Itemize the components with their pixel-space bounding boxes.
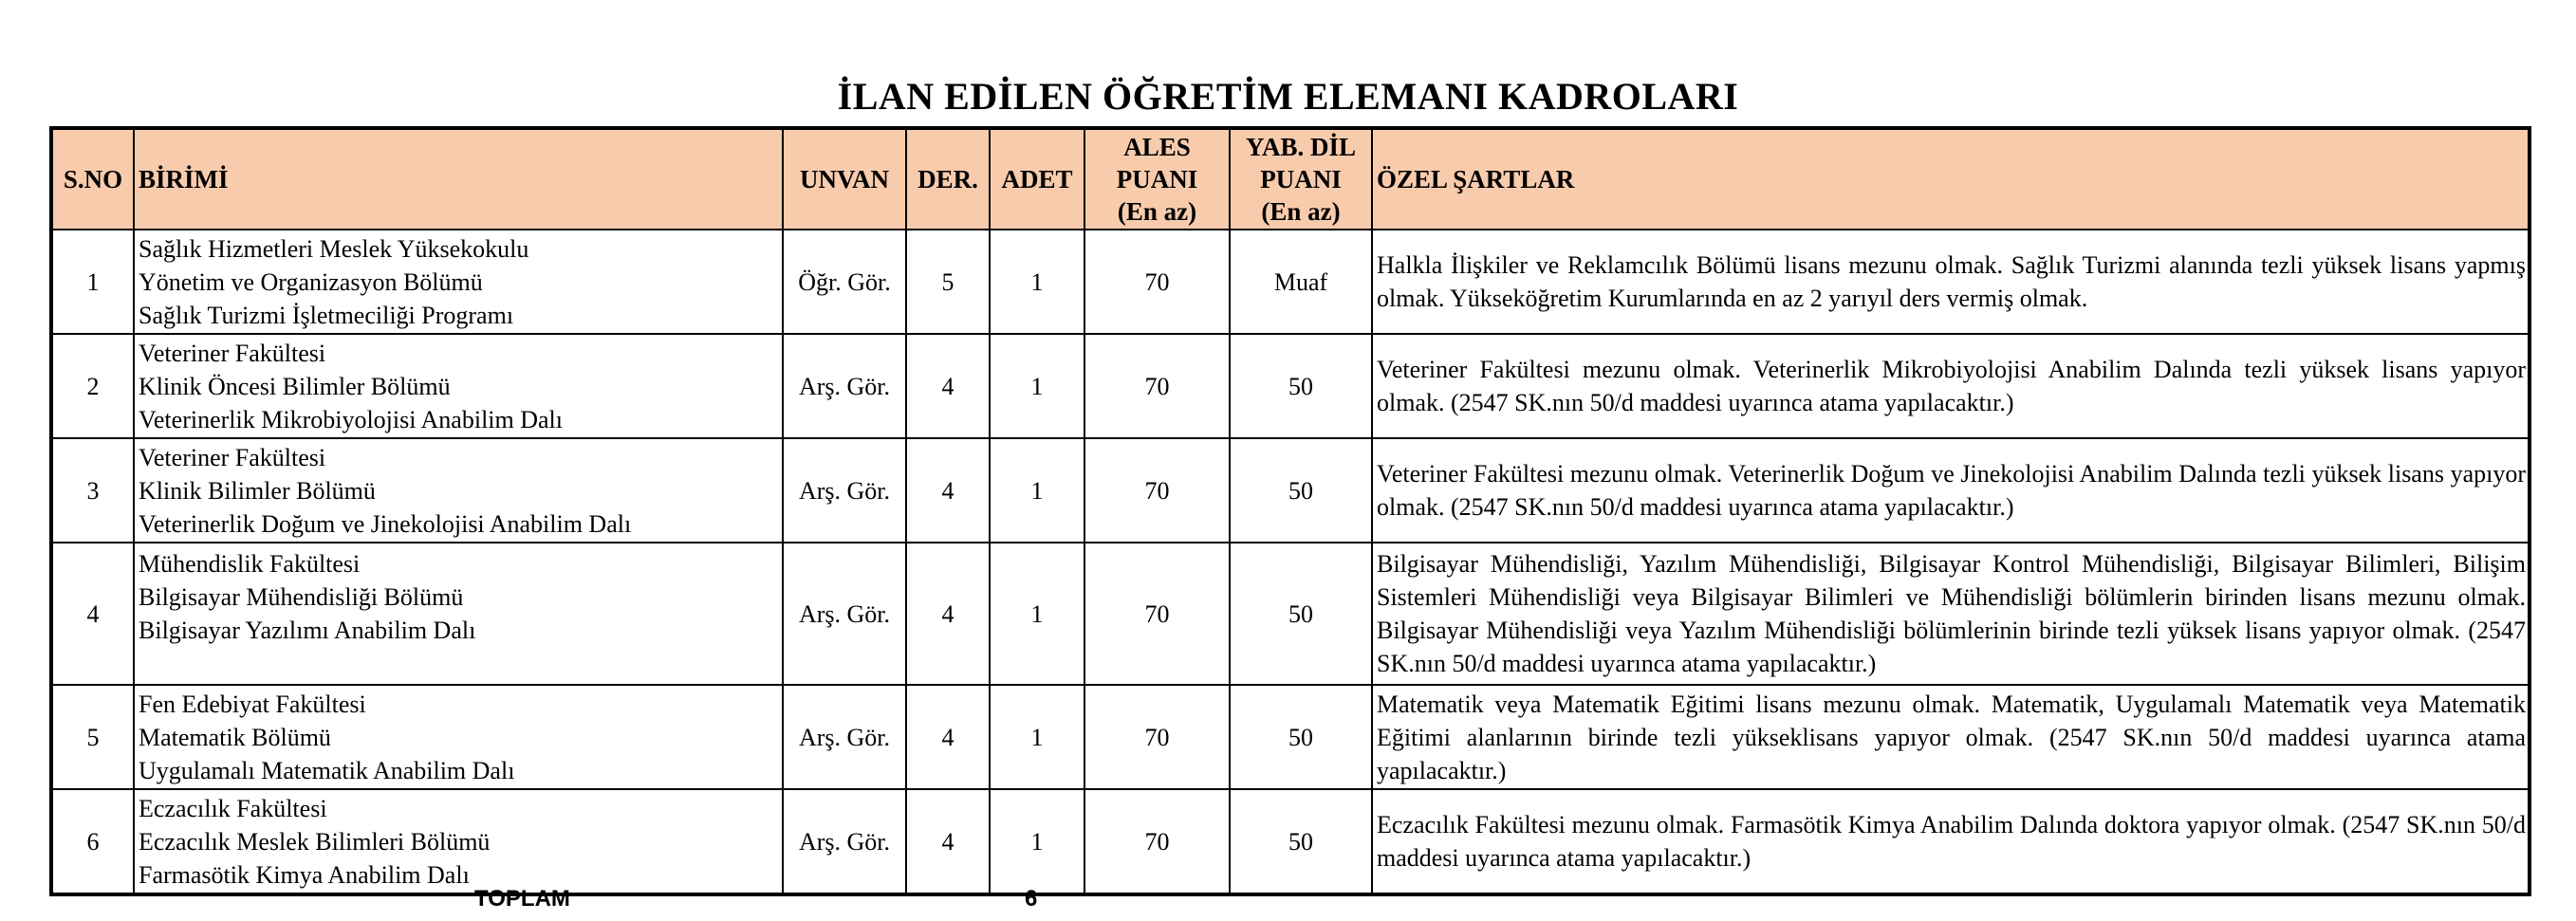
cell-adet: 1 [990, 230, 1084, 334]
cell-sno: 6 [51, 789, 134, 894]
cell-yabdil: 50 [1230, 334, 1372, 438]
header-adet: ADET [990, 128, 1084, 230]
cell-ozel-sartlar: Veteriner Fakültesi mezunu olmak. Veterinerlik Mikrobiyolojisi Anabilim Dalında tezli yüksek lisans yapıyor olmak. (2547 SK.nın 50/d maddesi uyarınca atama yapılacaktır.) [1372, 334, 2530, 438]
cell-unvan: Arş. Gör. [783, 685, 906, 789]
cell-birimi: Veteriner Fakültesi Klinik Bilimler Bölümü Veterinerlik Doğum ve Jinekolojisi Anabilim Dalı [134, 438, 783, 543]
cell-birimi: Mühendislik Fakültesi Bilgisayar Mühendisliği Bölümü Bilgisayar Yazılımı Anabilim Dalı [134, 543, 783, 685]
total-value: 6 [1025, 886, 1038, 912]
cell-yabdil: 50 [1230, 789, 1372, 894]
cell-unvan: Arş. Gör. [783, 334, 906, 438]
cell-sno: 3 [51, 438, 134, 543]
cell-yabdil: Muaf [1230, 230, 1372, 334]
cell-unvan: Arş. Gör. [783, 789, 906, 894]
cell-der: 5 [906, 230, 990, 334]
cell-der: 4 [906, 789, 990, 894]
header-yabdil: YAB. DİL PUANI (En az) [1230, 128, 1372, 230]
header-unvan: UNVAN [783, 128, 906, 230]
total-label: TOPLAM [474, 886, 570, 912]
cell-ozel-sartlar: Halkla İlişkiler ve Reklamcılık Bölümü lisans mezunu olmak. Sağlık Turizmi alanında tezli yüksek lisans yapmış olmak. Yükseköğretim Kurumlarında en az 2 yarıyıl ders vermiş olmak. [1372, 230, 2530, 334]
cell-sno: 4 [51, 543, 134, 685]
header-ales: ALES PUANI (En az) [1084, 128, 1230, 230]
page-title: İLAN EDİLEN ÖĞRETİM ELEMANI KADROLARI [837, 75, 1739, 118]
table-row [51, 230, 2530, 334]
cell-adet: 1 [990, 685, 1084, 789]
cell-birimi: Fen Edebiyat Fakültesi Matematik Bölümü Uygulamalı Matematik Anabilim Dalı [134, 685, 783, 789]
cell-unvan: Arş. Gör. [783, 543, 906, 685]
table-row [51, 438, 2530, 543]
cell-ales: 70 [1084, 438, 1230, 543]
positions-table [49, 126, 2531, 896]
cell-adet: 1 [990, 789, 1084, 894]
cell-adet: 1 [990, 334, 1084, 438]
cell-ales: 70 [1084, 789, 1230, 894]
cell-yabdil: 50 [1230, 438, 1372, 543]
cell-unvan: Öğr. Gör. [783, 230, 906, 334]
cell-der: 4 [906, 685, 990, 789]
table-header-row [51, 128, 2530, 230]
table-row [51, 543, 2530, 685]
cell-ozel-sartlar: Eczacılık Fakültesi mezunu olmak. Farmasötik Kimya Anabilim Dalında doktora yapıyor olmak. (2547 SK.nın 50/d maddesi uyarınca atama yapılacaktır.) [1372, 789, 2530, 894]
cell-ales: 70 [1084, 230, 1230, 334]
cell-ales: 70 [1084, 685, 1230, 789]
cell-sno: 1 [51, 230, 134, 334]
header-ozel-sartlar: ÖZEL ŞARTLAR [1372, 128, 2530, 230]
cell-der: 4 [906, 334, 990, 438]
cell-adet: 1 [990, 543, 1084, 685]
cell-ales: 70 [1084, 334, 1230, 438]
cell-birimi: Sağlık Hizmetleri Meslek Yüksekokulu Yönetim ve Organizasyon Bölümü Sağlık Turizmi İşletmeciliği Programı [134, 230, 783, 334]
cell-ozel-sartlar: Matematik veya Matematik Eğitimi lisans mezunu olmak. Matematik, Uygulamalı Matematik veya Matematik Eğitimi alanlarının birinde tezli yükseklisans yapıyor olmak. (2547 SK.nın 50/d maddesi uyarınca atama yapılacaktır.) [1372, 685, 2530, 789]
cell-sno: 2 [51, 334, 134, 438]
cell-ozel-sartlar: Veteriner Fakültesi mezunu olmak. Veterinerlik Doğum ve Jinekolojisi Anabilim Dalında tezli yüksek lisans yapıyor olmak. (2547 SK.nın 50/d maddesi uyarınca atama yapılacaktır.) [1372, 438, 2530, 543]
cell-yabdil: 50 [1230, 543, 1372, 685]
header-der: DER. [906, 128, 990, 230]
table-row [51, 685, 2530, 789]
header-sno: S.NO [51, 128, 134, 230]
cell-der: 4 [906, 438, 990, 543]
cell-sno: 5 [51, 685, 134, 789]
cell-yabdil: 50 [1230, 685, 1372, 789]
table-row [51, 334, 2530, 438]
cell-ales: 70 [1084, 543, 1230, 685]
header-birimi: BİRİMİ [134, 128, 783, 230]
cell-birimi: Eczacılık Fakültesi Eczacılık Meslek Bilimleri Bölümü Farmasötik Kimya Anabilim Dalı [134, 789, 783, 894]
cell-birimi: Veteriner Fakültesi Klinik Öncesi Bilimler Bölümü Veterinerlik Mikrobiyolojisi Anabilim Dalı [134, 334, 783, 438]
cell-adet: 1 [990, 438, 1084, 543]
cell-der: 4 [906, 543, 990, 685]
table-row [51, 789, 2530, 894]
cell-unvan: Arş. Gör. [783, 438, 906, 543]
cell-ozel-sartlar: Bilgisayar Mühendisliği, Yazılım Mühendisliği, Bilgisayar Kontrol Mühendisliği, Bilgisayar Bilimleri, Bilişim Sistemleri Mühendisliği veya Bilgisayar Bilimleri ve Mühendisliği bölümlerin birinden lisans mezunu olmak. Bilgisayar Mühendisliği veya Yazılım Mühendisliği bölümlerinin birinde tezli yüksek lisans yapıyor olmak. (2547 SK.nın 50/d maddesi uyarınca atama yapılacaktır.) [1372, 543, 2530, 685]
